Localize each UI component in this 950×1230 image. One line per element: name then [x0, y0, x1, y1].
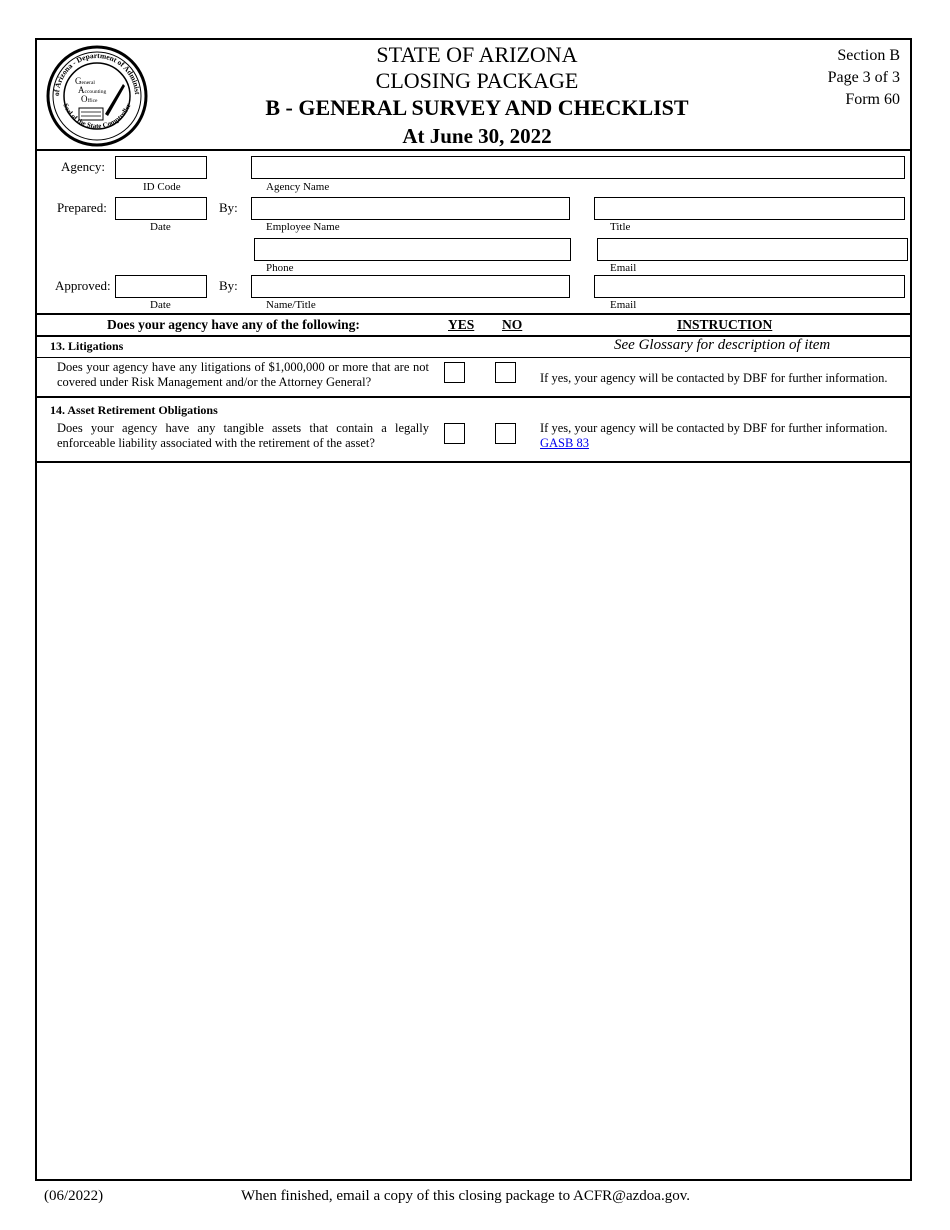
- item-14-yes-checkbox[interactable]: [444, 423, 465, 444]
- phone-caption: Phone: [266, 262, 294, 274]
- yes-column-header: YES: [448, 317, 475, 332]
- item-13-heading: 13. Litigations: [50, 339, 124, 353]
- no-column-header: NO: [502, 317, 523, 332]
- approver-name-title-input[interactable]: [251, 275, 570, 298]
- phone-input[interactable]: [254, 238, 571, 261]
- approved-label: Approved:: [55, 278, 111, 293]
- item-13-instruction: If yes, your agency will be contacted by DBF for further information.: [540, 371, 888, 385]
- gasb-83-link[interactable]: GASB 83: [540, 436, 589, 450]
- seal-word-eneral: eneral: [81, 80, 95, 86]
- prepared-by-label: By:: [219, 200, 238, 215]
- item-13-question: Does your agency have any litigations of $1,000,000 or more that are not covered under Risk Management and/or the Attorney General?: [57, 360, 429, 389]
- prepared-label: Prepared:: [57, 200, 107, 215]
- header-closing-package: CLOSING PACKAGE: [375, 68, 579, 93]
- title-caption: Title: [610, 221, 631, 233]
- title-input[interactable]: [594, 197, 905, 220]
- form-version: (06/2022): [44, 1188, 104, 1204]
- agency-name-caption: Agency Name: [266, 181, 330, 193]
- item-14-no-checkbox[interactable]: [495, 423, 516, 444]
- question-column-header: Does your agency have any of the following:: [107, 317, 360, 332]
- seal-bottom-text: Seal of the State Comptroller: [61, 102, 133, 131]
- section-info: [828, 45, 900, 111]
- form-page: [35, 38, 912, 1181]
- item-13-yes-checkbox[interactable]: [444, 362, 465, 383]
- item-14-heading: 14. Asset Retirement Obligations: [50, 403, 218, 417]
- glossary-note: See Glossary for description of item: [614, 337, 831, 353]
- employee-name-input[interactable]: [251, 197, 570, 220]
- item-14-question: Does your agency have any tangible assets that contain a legally enforceable liability associated with the retirement of the asset?: [57, 421, 429, 450]
- seal-word-ffice: ffice: [87, 98, 98, 104]
- approver-email-input[interactable]: [594, 275, 905, 298]
- item-13-no-checkbox[interactable]: [495, 362, 516, 383]
- id-code-caption: ID Code: [143, 181, 181, 193]
- agency-name-input[interactable]: [251, 156, 905, 179]
- email-input[interactable]: [597, 238, 908, 261]
- state-comptroller-seal: [45, 44, 149, 148]
- item-14-instruction: [540, 421, 905, 451]
- seal-letter-a: A: [78, 85, 85, 95]
- form-number: Form 60: [845, 91, 900, 108]
- seal-icon: [45, 44, 149, 148]
- header-form-title: B - GENERAL SURVEY AND CHECKLIST: [265, 95, 689, 120]
- prepared-date-caption: Date: [150, 221, 171, 233]
- seal-word-ccounting: ccounting: [84, 89, 107, 95]
- page-number: Page 3 of 3: [827, 69, 900, 86]
- email-caption: Email: [610, 262, 637, 274]
- header-state: STATE OF ARIZONA: [376, 42, 578, 67]
- section-label: Section B: [837, 47, 900, 64]
- header-date: At June 30, 2022: [402, 124, 552, 148]
- seal-ring-text: of Arizona - Department of Administ: [51, 50, 142, 97]
- approved-date-caption: Date: [150, 299, 171, 311]
- approver-email-caption: Email: [610, 299, 637, 311]
- approved-by-label: By:: [219, 278, 238, 293]
- employee-name-caption: Employee Name: [266, 221, 340, 233]
- prepared-date-input[interactable]: [115, 197, 207, 220]
- footer-email-note: When finished, email a copy of this closing package to ACFR@azdoa.gov.: [241, 1188, 690, 1204]
- instruction-column-header: INSTRUCTION: [677, 317, 773, 332]
- item-14-instruction-text: If yes, your agency will be contacted by DBF for further information.: [540, 421, 888, 435]
- agency-id-input[interactable]: [115, 156, 207, 179]
- name-title-caption: Name/Title: [266, 299, 316, 311]
- approved-date-input[interactable]: [115, 275, 207, 298]
- seal-letter-o: O: [81, 94, 88, 104]
- seal-letter-g: G: [75, 76, 82, 86]
- agency-label: Agency:: [61, 159, 106, 174]
